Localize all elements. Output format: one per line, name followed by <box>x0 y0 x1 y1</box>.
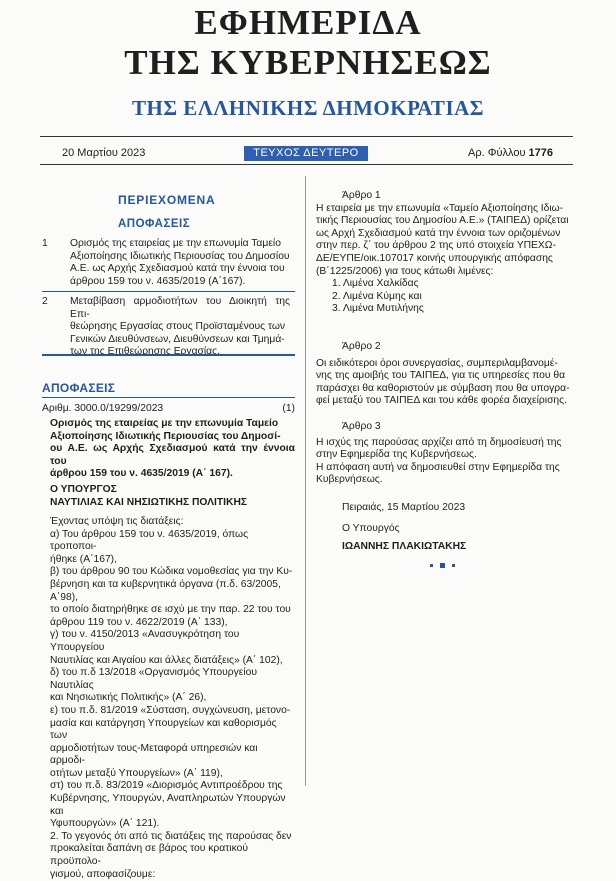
issue-date: 20 Μαρτίου 2023 <box>62 147 146 159</box>
minister-title: Ο Υπουργός <box>342 522 400 534</box>
article-3 <box>316 421 571 487</box>
text-line: στην Εφημερίδα της Κυβερνήσεως. <box>316 449 477 461</box>
ornament-dot <box>440 563 445 568</box>
port-item: 3. Λιμένα Μυτιλήνης <box>332 303 424 315</box>
text-line: άρθρου 119 του ν. 4622/2019 (Α΄ 133), <box>50 616 228 628</box>
contents-heading: ΠΕΡΙΕΧΟΜΕΝΑ <box>118 193 216 207</box>
text-line: των της Επιθεώρησης Εργασίας. <box>70 346 220 358</box>
text-line: άρθρου 159 του ν. 4635/2019 (Α΄167). <box>70 275 246 287</box>
text-line: αρμοδιοτήτων τους-Μεταφορά υπηρεσιών και αρμοδι- <box>50 742 258 767</box>
sheet-label: Αρ. Φύλλου <box>468 147 526 159</box>
contents-item-text <box>70 296 290 359</box>
text-line: Η ισχύς της παρούσας αρχίζει από τη δημοσίευσή της <box>316 436 562 448</box>
text-line: γ) του ν. 4150/2013 «Ανασυγκρότηση του Υπουργείου <box>50 629 240 653</box>
text-line: Έχοντας υπόψη τις διατάξεις: <box>50 516 184 527</box>
decision-number-row <box>42 403 295 416</box>
decisions-heading: ΑΠΟΦΑΣΕΙΣ <box>42 381 116 395</box>
text-line: β) του άρθρου 90 του Κώδικα νομοθεσίας για την Κυ- <box>50 566 293 578</box>
text-line: οτήτων μεταξύ Υπουργείων» (Α΄ 119), <box>50 767 223 779</box>
text-line: ήθηκε (Α΄167), <box>50 553 117 565</box>
text-line: ως Αρχή Σχεδιασμού κατά την έννοια των οριζομένων <box>316 227 561 239</box>
text-line: γισμού, αποφασίζουμε: <box>50 868 156 880</box>
text-line: φεί μεταξύ του ΤΑΙΠΕΔ και του κάθε φορέα διαχείρισης. <box>316 395 567 407</box>
contents-decisions-heading: ΑΠΟΦΑΣΕΙΣ <box>118 218 191 230</box>
column-divider <box>305 176 306 786</box>
text-line: άρθρου 159 του ν. 4635/2019 (Α΄ 167). <box>50 468 233 480</box>
text-line: Γενικών Διευθύνσεων, Διευθύνσεων και Τμημά- <box>70 333 285 345</box>
minister-name: ΙΩΑΝΝΗΣ ΠΛΑΚΙΩΤΑΚΗΣ <box>342 541 467 553</box>
text-line: Α.Ε. ως Αρχής Σχεδιασμού κατά την έννοια του <box>70 263 285 275</box>
contents-item[interactable] <box>42 296 295 358</box>
minister-line: Ο ΥΠΟΥΡΓΟΣ <box>50 484 117 495</box>
contents-end-rule <box>42 354 295 356</box>
decision-body <box>42 516 295 881</box>
port-item: 1. Λιμένα Χαλκίδας <box>332 278 419 290</box>
header-rule-top <box>40 136 573 137</box>
decision-number: Αριθμ. 3000.0/19299/2023 <box>42 403 164 414</box>
contents-separator <box>42 291 295 292</box>
text-line: μασία και κατάργηση Υπουργείων και καθορισμός των <box>50 717 277 742</box>
text-line: Οι ειδικότεροι όροι συνεργασίας, συμπεριλαμβανομέ- <box>316 357 558 369</box>
decision-title <box>42 418 295 481</box>
gazette-subtitle: ΤΗΣ ΕΛΛΗΝΙΚΗΣ ΔΗΜΟΚΡΑΤΙΑΣ <box>131 96 485 120</box>
decision-ordinal: (1) <box>282 403 295 414</box>
contents-item[interactable] <box>42 238 295 290</box>
text-line: Αξιοποίησης Ιδιωτικής Περιουσίας του Δημοσίου <box>70 250 290 262</box>
minister-heading <box>42 484 303 509</box>
header-rule-bottom <box>40 164 573 165</box>
text-line: Υφυπουργών» (Α΄ 121). <box>50 818 160 830</box>
decisions-rule <box>42 397 295 398</box>
text-line: (Β΄1225/2006) για τους κάτωθι λιμένες: <box>316 265 494 277</box>
text-line: και Νησιωτικής Πολιτικής» (Α΄ 26), <box>50 692 207 704</box>
text-line: νης της αμοιβής του ΤΑΙΠΕΔ, για τις υπηρεσίες που θα <box>316 370 566 382</box>
gazette-title-line2: ΤΗΣ ΚΥΒΕΡΝΗΣΕΩΣ <box>124 43 492 82</box>
contents-item-text <box>70 238 290 288</box>
text-line: ε) του π.δ. 81/2019 «Σύσταση, συγχώνευση, μετονο- <box>50 704 291 716</box>
signature-block <box>316 502 571 554</box>
article-3-title: Άρθρο 3 <box>342 421 381 432</box>
sheet-number <box>468 147 553 159</box>
article-1 <box>316 190 571 316</box>
ornament-dot <box>430 564 433 567</box>
text-line: τικής Περιουσίας του Δημοσίου Α.Ε.» (ΤΑΙΠΕΔ) ορίζεται <box>316 215 569 227</box>
article-2-title: Άρθρο 2 <box>342 341 381 352</box>
text-line: Ορισμός της εταιρείας με την επωνυμία Ταμείο <box>70 238 281 249</box>
port-item: 2. Λιμένα Κύμης και <box>332 290 422 302</box>
text-line: ου Α.Ε. ως Αρχής Σχεδιασμού κατά την έννοια του <box>50 443 295 467</box>
text-line: παράσχει θα καθοριστούν με σύμβαση που θα υπογρα- <box>316 382 570 394</box>
text-line: Αξιοποίησης Ιδιωτικής Περιουσίας του Δημοσί- <box>50 430 281 442</box>
text-line: προκαλείται δαπάνη σε βάρος του κρατικού προϋπολο- <box>50 843 248 868</box>
article-2 <box>316 341 571 408</box>
contents-item-number: 2 <box>42 296 48 307</box>
gazette-title: ΕΦΗΜΕΡΙΔΑ <box>194 3 422 42</box>
text-line: στ) του π.δ. 83/2019 «Διορισμός Αντιπροέδρου της <box>50 780 283 792</box>
text-line: δ) του π.δ 13/2018 «Οργανισμός Υπουργείου Ναυτιλίας <box>50 667 258 691</box>
sheet-number-value: 1776 <box>528 147 554 159</box>
text-line: α) Του άρθρου 159 του ν. 4635/2019, όπως τροποποι- <box>50 528 249 553</box>
text-line: Η εταιρεία με την επωνυμία «Ταμείο Αξιοποίησης Ιδιω- <box>316 202 564 214</box>
text-line: Ορισμός της εταιρείας με την επωνυμία Ταμείο <box>50 418 279 429</box>
text-line: στην περ. ζ΄ του άρθρου 2 της υπό στοιχεία ΥΠΕΧΩ- <box>316 240 556 252</box>
text-line: Κυβερνήσεως. <box>316 474 383 486</box>
end-ornament <box>430 564 470 568</box>
contents-item-number: 1 <box>42 238 48 249</box>
text-line: το οποίο διατηρήθηκε σε ισχύ με την παρ. 22 του του <box>50 604 291 616</box>
text-line: Μεταβίβαση αρμοδιοτήτων του Διοικητή της Επι- <box>70 296 290 320</box>
place-date: Πειραιάς, 15 Μαρτίου 2023 <box>342 502 466 513</box>
text-line: Η απόφαση αυτή να δημοσιευθεί στην Εφημερίδα της <box>316 461 560 473</box>
text-line: ΔΕ/ΕΥΠΕ/οικ.107017 κοινής υπουργικής απόφασης <box>316 252 553 264</box>
text-line: Ναυτιλίας και Αιγαίου και άλλες διατάξεις» (Α΄ 102), <box>50 654 283 666</box>
text-line: θεώρησης Εργασίας στους Προϊσταμένους των <box>70 321 286 333</box>
ornament-dot <box>452 564 455 567</box>
text-line: βέρνηση και τα κυβερνητικά όργανα (π.δ. 63/2005, Α΄98), <box>50 578 281 603</box>
minister-line: ΝΑΥΤΙΛΙΑΣ ΚΑΙ ΝΗΣΙΩΤΙΚΗΣ ΠΟΛΙΤΙΚΗΣ <box>50 496 248 508</box>
issue-badge: ΤΕΥΧΟΣ ΔΕΥΤΕΡΟ <box>244 146 368 161</box>
article-1-title: Άρθρο 1 <box>342 190 381 201</box>
text-line: Κυβέρνησης, Υπουργών, Αναπληρωτών Υπουργών και <box>50 793 286 817</box>
text-line: 2. Το γεγονός ότι από τις διατάξεις της παρούσας δεν <box>50 830 292 842</box>
